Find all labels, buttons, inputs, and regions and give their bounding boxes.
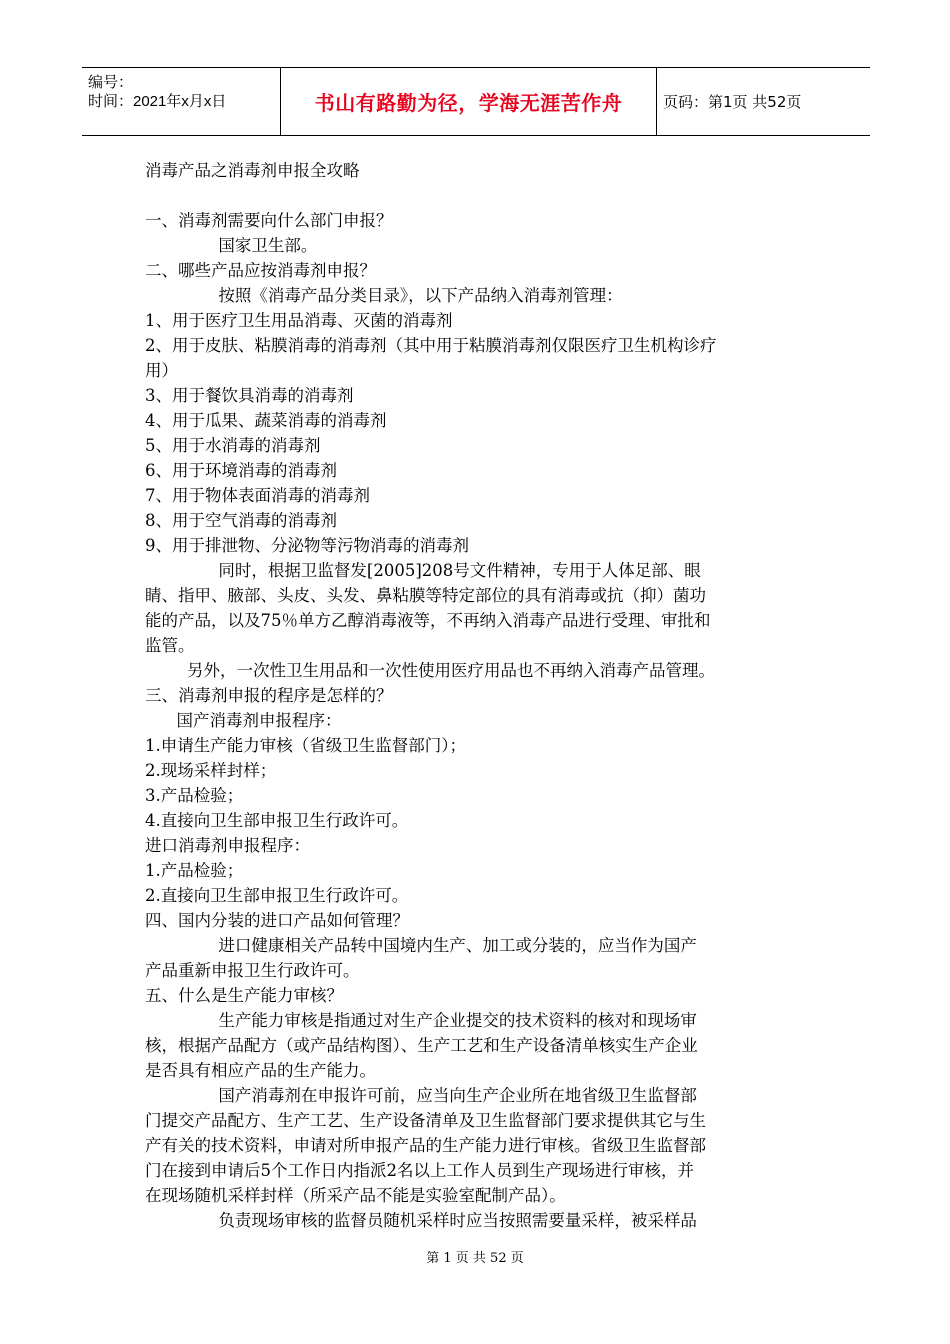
text-line: 用）: [145, 361, 178, 380]
document-body: [145, 158, 815, 1233]
text-line: 核，根据产品配方（或产品结构图）、生产工艺和生产设备清单核实生产企业: [145, 1036, 698, 1055]
text-line: 6、用于环境消毒的消毒剂: [145, 461, 337, 480]
text-line: 2.直接向卫生部申报卫生行政许可。: [145, 886, 409, 905]
blank-line: [145, 183, 815, 208]
page-info-cell: [657, 68, 870, 135]
text-line: 同时，根据卫监督发[2005]208号文件精神，专用于人体足部、眼: [145, 561, 701, 580]
motto-text: 书山有路勤为径，学海无涯苦作舟: [314, 91, 623, 115]
text-line: 1.产品检验；: [145, 861, 244, 880]
text-line: 监管。: [145, 636, 195, 655]
footer-page-number: 第 1 页 共 52 页: [426, 1251, 524, 1266]
text-line: 产有关的技术资料，申请对所申报产品的生产能力进行审核。省级卫生监督部: [145, 1136, 706, 1155]
text-line: 另外，一次性卫生用品和一次性使用医疗用品也不再纳入消毒产品管理。: [145, 661, 715, 680]
text-line: 一、消毒剂需要向什么部门申报？: [145, 211, 393, 230]
text-line: 五、什么是生产能力审核？: [145, 986, 343, 1005]
text-line: 按照《消毒产品分类目录》，以下产品纳入消毒剂管理：: [145, 286, 623, 305]
text-line: 1.申请生产能力审核（省级卫生监督部门）；: [145, 736, 466, 755]
text-line: 1、用于医疗卫生用品消毒、灭菌的消毒剂: [145, 311, 453, 330]
text-line: 在现场随机采样封样（所采产品不能是实验室配制产品）。: [145, 1186, 566, 1205]
text-line: 2.现场采样封样；: [145, 761, 277, 780]
text-line: 8、用于空气消毒的消毒剂: [145, 511, 337, 530]
text-line: 门提交产品配方、生产工艺、生产设备清单及卫生监督部门要求提供其它与生: [145, 1111, 706, 1130]
text-line: 生产能力审核是指通过对生产企业提交的技术资料的核对和现场审: [145, 1011, 697, 1030]
text-line: 消毒产品之消毒剂申报全攻略: [145, 161, 360, 180]
text-line: 门在接到申请后5个工作日内指派2名以上工作人员到生产现场进行审核，并: [145, 1161, 694, 1180]
text-line: 国产消毒剂申报程序：: [145, 711, 342, 730]
text-line: 2、用于皮肤、粘膜消毒的消毒剂（其中用于粘膜消毒剂仅限医疗卫生机构诊疗: [145, 336, 717, 355]
header-table: [82, 67, 870, 136]
text-line: 3、用于餐饮具消毒的消毒剂: [145, 386, 354, 405]
date-label: 时间：2021年x月x日: [88, 93, 227, 110]
text-line: 是否具有相应产品的生产能力。: [145, 1061, 376, 1080]
text-line: 睛、指甲、腋部、头皮、头发、鼻粘膜等特定部位的具有消毒或抗（抑）菌功: [145, 586, 706, 605]
text-line: 二、哪些产品应按消毒剂申报？: [145, 261, 376, 280]
page-footer: [0, 1247, 950, 1266]
text-line: 三、消毒剂申报的程序是怎样的？: [145, 686, 393, 705]
text-line: 7、用于物体表面消毒的消毒剂: [145, 486, 370, 505]
number-label: 编号：: [88, 74, 134, 91]
text-line: 负责现场审核的监督员随机采样时应当按照需要量采样，被采样品: [145, 1211, 697, 1230]
text-line: 3.产品检验；: [145, 786, 244, 805]
text-line: 9、用于排泄物、分泌物等污物消毒的消毒剂: [145, 536, 469, 555]
motto-cell: [281, 68, 657, 135]
page-info-text: 页码：第1页 共52页: [663, 93, 802, 111]
text-line: 国家卫生部。: [145, 236, 318, 255]
text-line: 5、用于水消毒的消毒剂: [145, 436, 321, 455]
text-line: 四、国内分装的进口产品如何管理？: [145, 911, 409, 930]
text-line: 4.直接向卫生部申报卫生行政许可。: [145, 811, 409, 830]
text-line: 进口消毒剂申报程序：: [145, 836, 310, 855]
text-line: 国产消毒剂在申报许可前，应当向生产企业所在地省级卫生监督部: [145, 1086, 697, 1105]
text-line: 产品重新申报卫生行政许可。: [145, 961, 360, 980]
text-line: 能的产品，以及75％单方乙醇消毒液等，不再纳入消毒产品进行受理、审批和: [145, 611, 711, 630]
text-line: 进口健康相关产品转中国境内生产、加工或分装的，应当作为国产: [145, 936, 697, 955]
header-meta-cell: [82, 68, 281, 135]
text-line: 4、用于瓜果、蔬菜消毒的消毒剂: [145, 411, 387, 430]
